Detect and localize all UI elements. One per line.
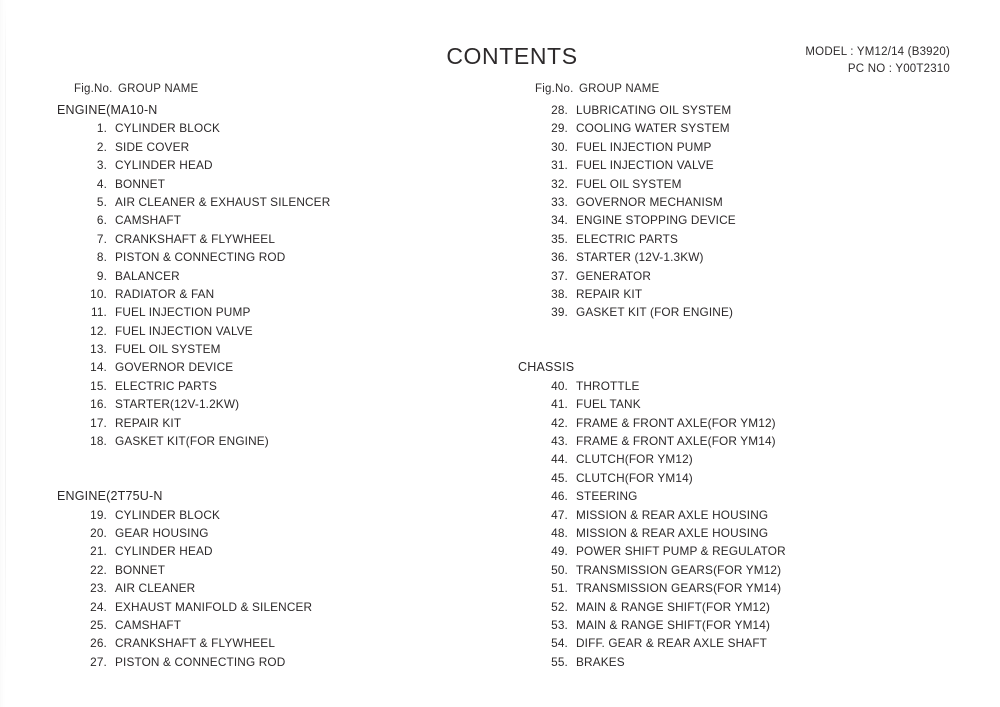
contents-column-header	[57, 83, 330, 101]
contents-column-header	[518, 83, 786, 101]
section-title: ENGINE(2T75U-N	[57, 489, 163, 504]
contents-entry[interactable]	[57, 303, 330, 321]
entry-group-name: CYLINDER BLOCK	[115, 121, 221, 136]
model-number: MODEL : YM12/14 (B3920)	[805, 46, 950, 58]
contents-entry[interactable]	[518, 432, 786, 450]
entry-fig-no: 19.	[90, 507, 107, 522]
contents-entry[interactable]	[518, 211, 786, 229]
contents-entry[interactable]	[57, 542, 330, 560]
entry-group-name: TRANSMISSION GEARS(FOR YM14)	[576, 581, 782, 596]
entry-fig-no: 34.	[551, 213, 568, 228]
entry-fig-no: 22.	[90, 562, 107, 577]
entry-fig-no: 16.	[90, 397, 107, 412]
contents-entry[interactable]	[57, 377, 330, 395]
contents-entry[interactable]	[57, 616, 330, 634]
entry-group-name: CLUTCH(FOR YM14)	[576, 470, 693, 485]
entry-fig-no: 29.	[551, 121, 568, 136]
entry-fig-no: 4.	[96, 176, 107, 191]
contents-entry[interactable]	[518, 450, 786, 468]
column-header-fig-no: Fig.No.	[74, 83, 113, 95]
entry-fig-no: 40.	[551, 378, 568, 393]
contents-entry[interactable]	[518, 377, 786, 395]
entry-group-name: MAIN & RANGE SHIFT(FOR YM14)	[576, 617, 771, 632]
contents-entry[interactable]	[518, 524, 786, 542]
entry-fig-no: 6.	[96, 213, 107, 228]
entry-group-name: REPAIR KIT	[115, 415, 182, 430]
entry-fig-no: 53.	[551, 617, 568, 632]
entry-fig-no: 36.	[551, 250, 568, 265]
entry-group-name: TRANSMISSION GEARS(FOR YM12)	[576, 562, 782, 577]
contents-entry[interactable]	[57, 156, 330, 174]
contents-entry[interactable]	[57, 267, 330, 285]
entry-group-name: ELECTRIC PARTS	[576, 231, 678, 246]
entry-group-name: SIDE COVER	[115, 139, 190, 154]
entry-group-name: STARTER (12V-1.3KW)	[576, 250, 704, 265]
column-header-fig-no: Fig.No.	[535, 83, 574, 95]
entry-fig-no: 3.	[96, 158, 107, 173]
contents-entry[interactable]	[518, 303, 786, 321]
contents-entry[interactable]	[57, 395, 330, 413]
contents-entry[interactable]	[518, 230, 786, 248]
entry-group-name: FUEL TANK	[576, 397, 641, 412]
entry-fig-no: 41.	[551, 397, 568, 412]
entry-fig-no: 26.	[90, 636, 107, 651]
entry-group-name: CYLINDER HEAD	[115, 544, 213, 559]
contents-entry[interactable]	[57, 285, 330, 303]
entry-group-name: FUEL OIL SYSTEM	[576, 176, 682, 191]
contents-entry[interactable]	[518, 579, 786, 597]
entry-group-name: THROTTLE	[576, 378, 640, 393]
entry-group-name: RADIATOR & FAN	[115, 286, 215, 301]
entry-group-name: GENERATOR	[576, 268, 651, 283]
contents-entry[interactable]	[57, 248, 330, 266]
entry-group-name: REPAIR KIT	[576, 286, 643, 301]
entry-fig-no: 39.	[551, 305, 568, 320]
contents-entry[interactable]	[518, 138, 786, 156]
column-header-group-name: GROUP NAME	[118, 83, 199, 95]
contents-entry[interactable]	[518, 414, 786, 432]
contents-entry[interactable]	[518, 616, 786, 634]
entry-fig-no: 21.	[90, 544, 107, 559]
contents-entry[interactable]	[518, 634, 786, 652]
contents-entry[interactable]	[518, 285, 786, 303]
entry-group-name: LUBRICATING OIL SYSTEM	[576, 103, 732, 117]
entry-fig-no: 9.	[96, 268, 107, 283]
contents-entry[interactable]	[57, 211, 330, 229]
contents-entry[interactable]	[518, 542, 786, 560]
contents-entry[interactable]	[57, 653, 330, 671]
contents-entry[interactable]	[57, 340, 330, 358]
contents-entry[interactable]	[57, 119, 330, 137]
entry-fig-no: 8.	[96, 250, 107, 265]
page-title: CONTENTS	[446, 43, 578, 69]
entry-fig-no: 54.	[551, 636, 568, 651]
entry-group-name: ENGINE STOPPING DEVICE	[576, 213, 736, 228]
contents-entry[interactable]	[518, 469, 786, 487]
section-spacer	[57, 469, 330, 487]
entry-fig-no: 50.	[551, 562, 568, 577]
entry-group-name: GASKET KIT (FOR ENGINE)	[576, 305, 734, 320]
document-meta	[805, 44, 950, 78]
entry-fig-no: 17.	[90, 415, 107, 430]
entry-group-name: CYLINDER HEAD	[115, 158, 213, 173]
contents-entry[interactable]	[57, 561, 330, 579]
contents-entry[interactable]	[57, 358, 330, 376]
entry-group-name: BONNET	[115, 562, 166, 577]
entry-group-name: COOLING WATER SYSTEM	[576, 121, 730, 136]
contents-entry[interactable]	[518, 101, 786, 119]
contents-entry[interactable]	[518, 175, 786, 193]
entry-group-name: AIR CLEANER	[115, 581, 196, 596]
contents-entry[interactable]	[57, 524, 330, 542]
entry-group-name: FUEL OIL SYSTEM	[115, 342, 221, 357]
entry-group-name: CAMSHAFT	[115, 213, 182, 228]
contents-entry[interactable]	[57, 175, 330, 193]
entry-group-name: BALANCER	[115, 268, 180, 283]
entry-group-name: FUEL INJECTION PUMP	[115, 305, 251, 320]
scan-edge-line	[5, 0, 6, 707]
entry-group-name: MISSION & REAR AXLE HOUSING	[576, 507, 769, 522]
contents-entry[interactable]	[518, 487, 786, 505]
entry-group-name: EXHAUST MANIFOLD & SILENCER	[115, 599, 313, 614]
entry-group-name: GEAR HOUSING	[115, 525, 209, 540]
entry-group-name: POWER SHIFT PUMP & REGULATOR	[576, 544, 786, 559]
contents-entry[interactable]	[518, 598, 786, 616]
entry-fig-no: 55.	[551, 654, 568, 669]
entry-group-name: GASKET KIT(FOR ENGINE)	[115, 434, 269, 449]
contents-column-right	[518, 83, 786, 671]
column-header-group-name: GROUP NAME	[579, 83, 660, 95]
entry-group-name: PISTON & CONNECTING ROD	[115, 654, 286, 669]
entry-fig-no: 2.	[96, 139, 107, 154]
entry-fig-no: 45.	[551, 470, 568, 485]
entry-fig-no: 5.	[96, 194, 107, 209]
contents-entry[interactable]	[518, 561, 786, 579]
entry-fig-no: 25.	[90, 617, 107, 632]
entry-fig-no: 35.	[551, 231, 568, 246]
contents-entry[interactable]	[57, 506, 330, 524]
entry-group-name: CYLINDER BLOCK	[115, 507, 221, 522]
entry-fig-no: 42.	[551, 415, 568, 430]
entry-fig-no: 46.	[551, 489, 568, 504]
pc-number: PC NO : Y00T2310	[847, 63, 950, 75]
entry-group-name: FRAME & FRONT AXLE(FOR YM12)	[576, 415, 776, 430]
entry-group-name: BONNET	[115, 176, 166, 191]
entry-fig-no: 52.	[551, 599, 568, 614]
entry-group-name: STEERING	[576, 489, 638, 504]
entry-fig-no: 23.	[90, 581, 107, 596]
entry-group-name: CLUTCH(FOR YM12)	[576, 452, 693, 467]
entry-fig-no: 38.	[551, 286, 568, 301]
entry-group-name: PISTON & CONNECTING ROD	[115, 250, 286, 265]
contents-entry[interactable]	[518, 248, 786, 266]
entry-fig-no: 31.	[551, 158, 568, 173]
entry-group-name: DIFF. GEAR & REAR AXLE SHAFT	[576, 636, 768, 651]
entry-fig-no: 18.	[90, 434, 107, 449]
contents-entry[interactable]	[57, 322, 330, 340]
entry-group-name: BRAKES	[576, 654, 625, 669]
entry-fig-no: 20.	[90, 525, 107, 540]
entry-fig-no: 12.	[90, 323, 107, 338]
section-spacer	[518, 322, 786, 340]
entry-fig-no: 28.	[551, 103, 568, 117]
contents-entry[interactable]	[57, 193, 330, 211]
contents-entry[interactable]	[57, 138, 330, 156]
entry-group-name: CRANKSHAFT & FLYWHEEL	[115, 636, 276, 651]
contents-entry[interactable]	[57, 634, 330, 652]
contents-column-left	[57, 83, 330, 671]
entry-fig-no: 44.	[551, 452, 568, 467]
entry-group-name: FUEL INJECTION VALVE	[115, 323, 253, 338]
contents-entry[interactable]	[518, 193, 786, 211]
entry-fig-no: 1.	[96, 121, 107, 136]
entry-group-name: GOVERNOR DEVICE	[115, 360, 234, 375]
entry-fig-no: 10.	[90, 286, 107, 301]
entry-fig-no: 47.	[551, 507, 568, 522]
entry-fig-no: 33.	[551, 194, 568, 209]
entry-fig-no: 49.	[551, 544, 568, 559]
contents-entry[interactable]	[57, 414, 330, 432]
entry-fig-no: 7.	[96, 231, 107, 246]
entry-group-name: GOVERNOR MECHANISM	[576, 194, 723, 209]
entry-fig-no: 37.	[551, 268, 568, 283]
entry-group-name: FRAME & FRONT AXLE(FOR YM14)	[576, 434, 776, 449]
section-spacer	[57, 450, 330, 468]
contents-entry[interactable]	[518, 506, 786, 524]
entry-group-name: AIR CLEANER & EXHAUST SILENCER	[115, 194, 331, 209]
section-title: ENGINE(MA10-N	[57, 103, 158, 117]
entry-fig-no: 13.	[90, 342, 107, 357]
entry-fig-no: 15.	[90, 378, 107, 393]
entry-group-name: STARTER(12V-1.2KW)	[115, 397, 240, 412]
contents-entry[interactable]	[518, 156, 786, 174]
entry-fig-no: 51.	[551, 581, 568, 596]
section-title: CHASSIS	[518, 360, 575, 375]
entry-fig-no: 48.	[551, 525, 568, 540]
contents-entry[interactable]	[518, 653, 786, 671]
contents-entry[interactable]	[518, 395, 786, 413]
contents-entry[interactable]	[518, 119, 786, 137]
entry-group-name: MISSION & REAR AXLE HOUSING	[576, 525, 769, 540]
entry-group-name: ELECTRIC PARTS	[115, 378, 217, 393]
section-spacer	[518, 340, 786, 358]
entry-fig-no: 43.	[551, 434, 568, 449]
entry-fig-no: 24.	[90, 599, 107, 614]
contents-entry[interactable]	[518, 267, 786, 285]
entry-group-name: FUEL INJECTION VALVE	[576, 158, 714, 173]
entry-fig-no: 27.	[90, 654, 107, 669]
entry-group-name: FUEL INJECTION PUMP	[576, 139, 712, 154]
contents-entry[interactable]	[57, 598, 330, 616]
entry-fig-no: 11.	[91, 305, 107, 320]
entry-fig-no: 30.	[551, 139, 568, 154]
contents-entry[interactable]	[57, 230, 330, 248]
contents-entry[interactable]	[57, 432, 330, 450]
entry-group-name: MAIN & RANGE SHIFT(FOR YM12)	[576, 599, 771, 614]
entry-group-name: CRANKSHAFT & FLYWHEEL	[115, 231, 276, 246]
entry-group-name: CAMSHAFT	[115, 617, 182, 632]
entry-fig-no: 32.	[551, 176, 568, 191]
entry-fig-no: 14.	[90, 360, 107, 375]
contents-entry[interactable]	[57, 579, 330, 597]
